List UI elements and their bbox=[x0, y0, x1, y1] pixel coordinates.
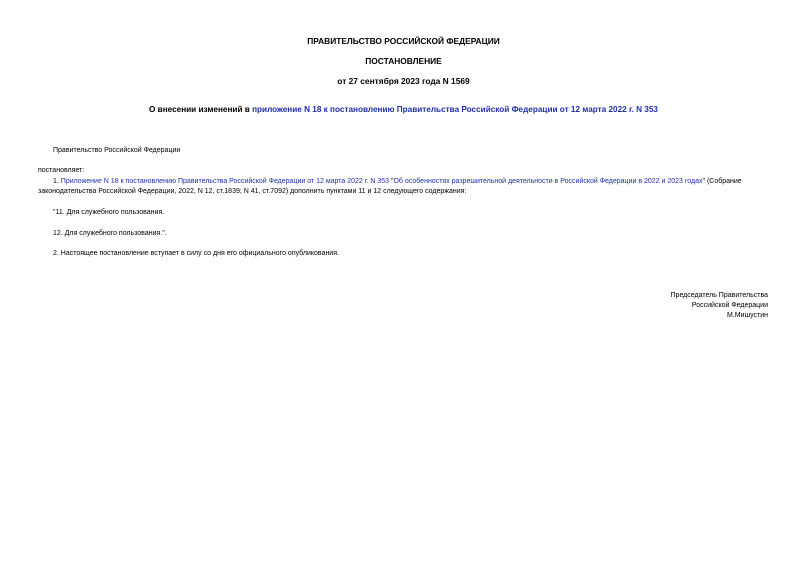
intro-text: Правительство Российской Федерации bbox=[53, 147, 181, 154]
item-1-link-resolution[interactable]: Об особенностях разрешительной деятельности в Российской Федерации в 2022 и 2023 годах bbox=[393, 178, 703, 185]
title-prefix: О внесении изменений в bbox=[149, 105, 253, 114]
signature-name: М.Мишустин bbox=[726, 312, 768, 319]
document-date-number: от 27 сентября 2023 года N 1569 bbox=[337, 76, 470, 86]
decides-text: постановляет: bbox=[38, 167, 85, 174]
item-2: 2. Настоящее постановление вступает в силу со дня его официального опубликования. bbox=[53, 250, 339, 257]
item-1-link-appendix[interactable]: Приложение N 18 к постановлению Правительства Российской Федерации от 12 марта 2022 г. N 353 bbox=[60, 178, 390, 185]
title-link[interactable]: приложение N 18 к постановлению Правительства Российской Федерации от 12 марта 2022 г. N 353 bbox=[252, 105, 658, 114]
item-1-line-2: законодательства Российской Федерации, 2022, N 12, ст.1839; N 41, ст.7092) дополнить пунктами 11 и 12 следующего содержания: bbox=[38, 188, 467, 195]
government-heading: ПРАВИТЕЛЬСТВО РОССИЙСКОЙ ФЕДЕРАЦИИ bbox=[307, 36, 500, 46]
item-1-rest: " (Собрание bbox=[702, 178, 742, 185]
document-title bbox=[0, 105, 807, 114]
document-type: ПОСТАНОВЛЕНИЕ bbox=[365, 56, 442, 66]
item-1-number: 1. bbox=[53, 178, 61, 185]
item-1-sep: " bbox=[389, 178, 394, 185]
signature-position: Председатель Правительства bbox=[670, 292, 768, 299]
signature-body: Российской Федерации bbox=[691, 302, 768, 309]
quote-item-11: "11. Для служебного пользования. bbox=[53, 209, 165, 216]
quote-item-12: 12. Для служебного пользования.". bbox=[53, 230, 167, 237]
item-1 bbox=[53, 177, 742, 187]
